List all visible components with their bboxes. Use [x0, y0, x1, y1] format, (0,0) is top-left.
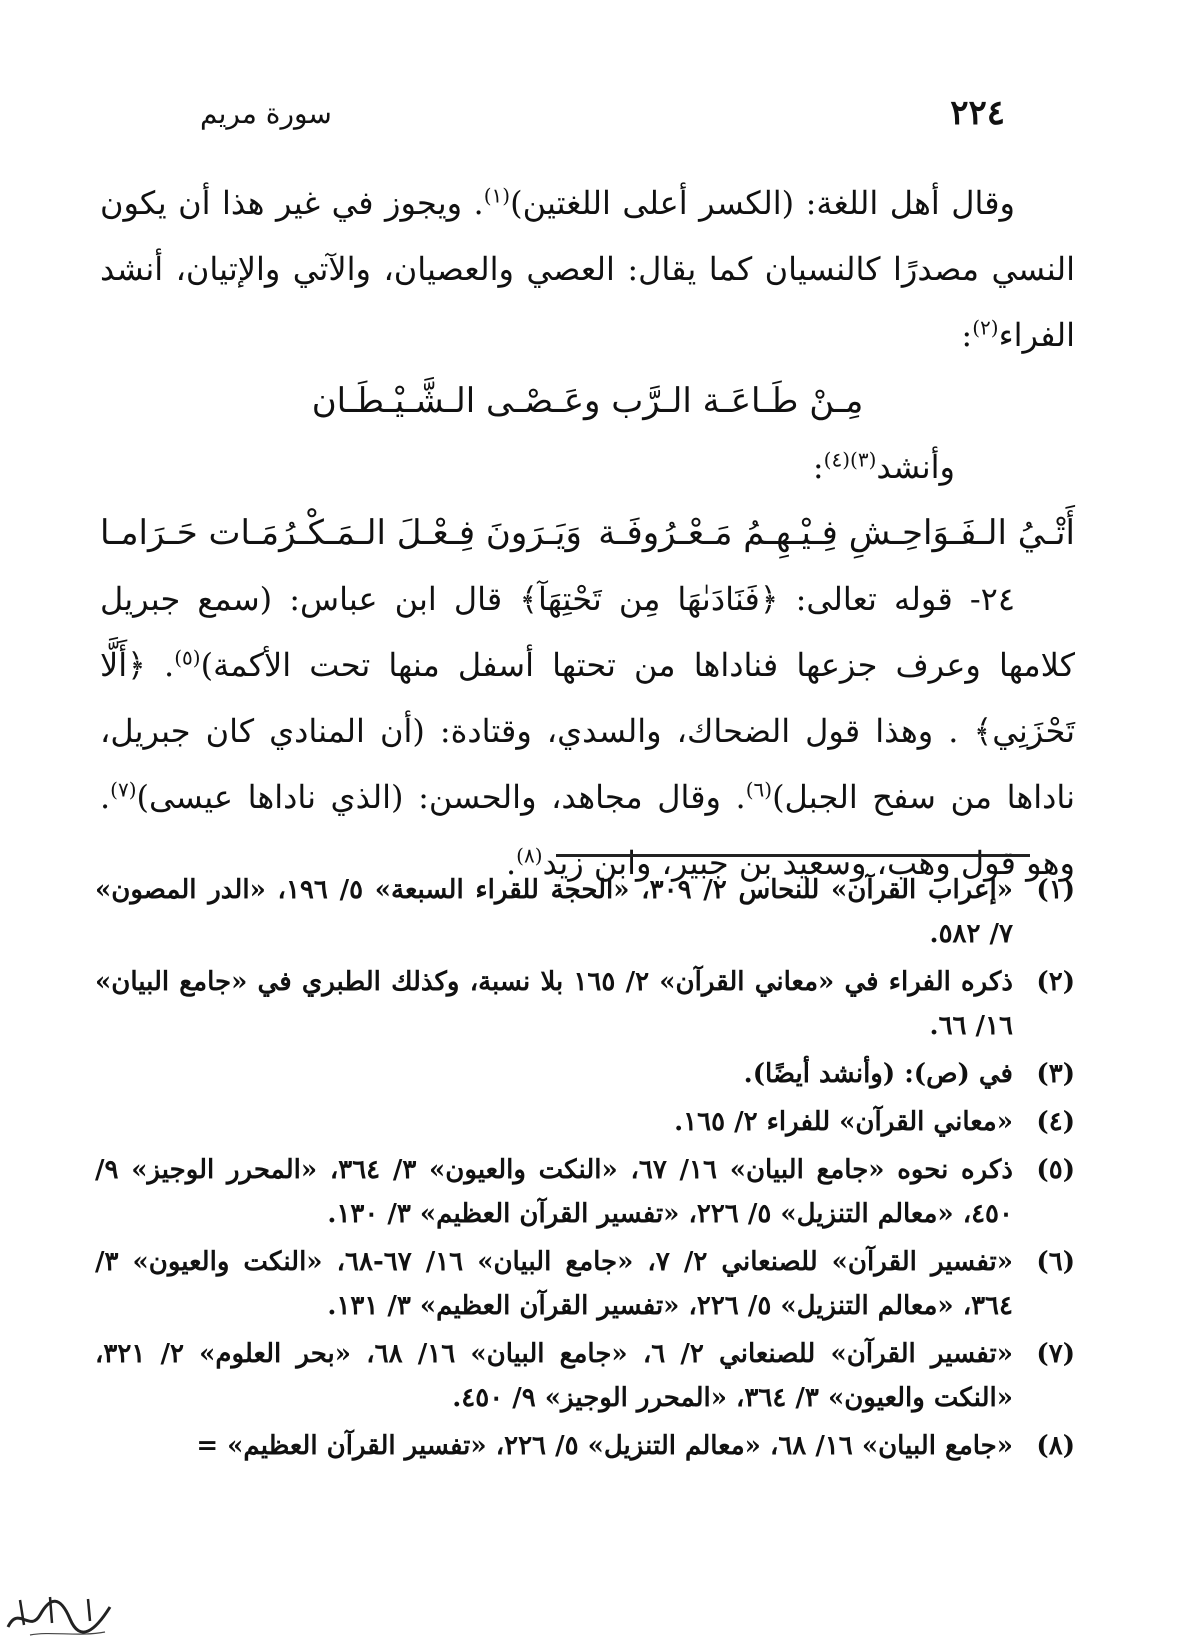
page-number: ٢٢٤ — [950, 93, 1005, 133]
footnote-6: (٦) «تفسير القرآن» للصنعاني ٢/ ٧، «جامع البيان» ١٦/ ٦٧-٦٨، «النكت والعيون» ٣/ ٣٦٤، «معالم التنزيل» ٥/ ٢٢٦، «تفسير القرآن العظيم» ٣/ ١٣١. — [95, 1247, 1075, 1321]
footnote-3: (٣) في (ص): (وأنشد أيضًا). — [743, 1059, 1075, 1089]
footnote-separator — [556, 854, 1030, 857]
footnote-2: (٢) ذكره الفراء في «معاني القرآن» ٢/ ١٦٥ بلا نسبة، وكذلك الطبري في «جامع البيان» ١٦/ ٦٦. — [95, 967, 1075, 1041]
quran-quote-1: ﴿فَنَادَىٰهَا مِن تَحْتِهَآ﴾ — [519, 580, 779, 618]
footnote-1: (١) «إعراب القرآن» للنحاس ٢/ ٣٠٩، «الحجة للقراء السبعة» ٥/ ١٩٦، «الدر المصون» ٧/ ٥٨٢. — [95, 875, 1075, 949]
footnote-ref-1[interactable]: (١) — [483, 183, 511, 208]
paragraph-2: وأنشد$^{(٣)(٤)}$: — [812, 447, 955, 486]
footnote-ref-8[interactable]: (٨) — [516, 843, 543, 868]
verse-line-1: مِـنْ طَـاعَـة الـرَّب وعَـصْـى الـشَّـيْـطَـان — [311, 381, 864, 421]
paragraph-1: وقال أهل اللغة: (الكسر أعلى اللغتين)$^{(١)}$. ويجوز في غير هذا أن يكون النسي مصدرًا كالنسيان كما يقال: العصي والعصيان، والآتي والإتيان، أنشد الفراء$^{(٢)}$: — [100, 183, 1075, 354]
page-header — [200, 88, 1005, 138]
footnote-4: (٤) «معاني القرآن» للفراء ٢/ ١٦٥. — [674, 1107, 1075, 1137]
footnote-7: (٧) «تفسير القرآن» للصنعاني ٢/ ٦، «جامع البيان» ١٦/ ٦٨، «بحر العلوم» ٢/ ٣٢١، «النكت والعيون» ٣/ ٣٦٤، «المحرر الوجيز» ٩/ ٤٥٠. — [95, 1339, 1075, 1413]
footnote-8: (٨) «جامع البيان» ١٦/ ٦٨، «معالم التنزيل» ٥/ ٢٢٦، «تفسير القرآن العظيم» = — [196, 1431, 1075, 1461]
surah-name: سورة مريم — [200, 96, 332, 130]
footnote-ref-7[interactable]: (٧) — [110, 777, 137, 802]
footnote-ref-2[interactable]: (٢) — [972, 315, 999, 340]
footnote-ref-3[interactable]: (٣) — [850, 447, 877, 472]
poem-hemistich-right: أَتْـيُ الـفَـوَاحِـشِ فِـيْـهِـمُ مَـعْـرُوفَـة — [598, 513, 1075, 553]
footnote-5: (٥) ذكره نحوه «جامع البيان» ١٦/ ٦٧، «النكت والعيون» ٣/ ٣٦٤، «المحرر الوجيز» ٩/ ٤٥٠، «معالم التنزيل» ٥/ ٢٢٦، «تفسير القرآن العظيم» ٣/ ١٣٠. — [95, 1155, 1075, 1229]
quran-quote-2: ﴿أَلَّا تَحْزَنِي﴾ — [100, 646, 1075, 750]
main-text — [100, 170, 1075, 896]
poem-hemistich-left: وَيَـرَونَ فِـعْـلَ الـمَـكْـرُمَـات حَـرَامـا — [100, 513, 582, 553]
paragraph-3: ٢٤- قوله تعالى: ﴿فَنَادَىٰهَا مِن تَحْتِهَآ﴾ قال ابن عباس: (سمع جبريل كلامها وعرف جزعها فناداها من تحتها أسفل منها تحت الأكمة)$^{(٥)}$. ﴿أَلَّا تَحْزَنِي﴾ . وهذا قول الضحاك، والسدي، وقتادة: (أن المنادي كان جبريل، ناداها من سفح الجبل)$^{(٦)}$. وقال مجاهد، والحسن: (الذي ناداها عيسى)$^{(٧)}$. وهو قول وهب، وسعيد بن جبير، وابن زيد$^{(٨)}$. — [100, 580, 1076, 882]
footnote-ref-4[interactable]: (٤) — [823, 447, 851, 472]
footnotes — [95, 868, 1075, 1472]
calligraphy-logo — [0, 1585, 120, 1640]
footnote-ref-6[interactable]: (٦) — [745, 777, 773, 802]
footnote-ref-5[interactable]: (٥) — [174, 645, 201, 670]
poem-couplet — [100, 500, 1075, 566]
calligraphy-logo-icon — [0, 1585, 120, 1640]
